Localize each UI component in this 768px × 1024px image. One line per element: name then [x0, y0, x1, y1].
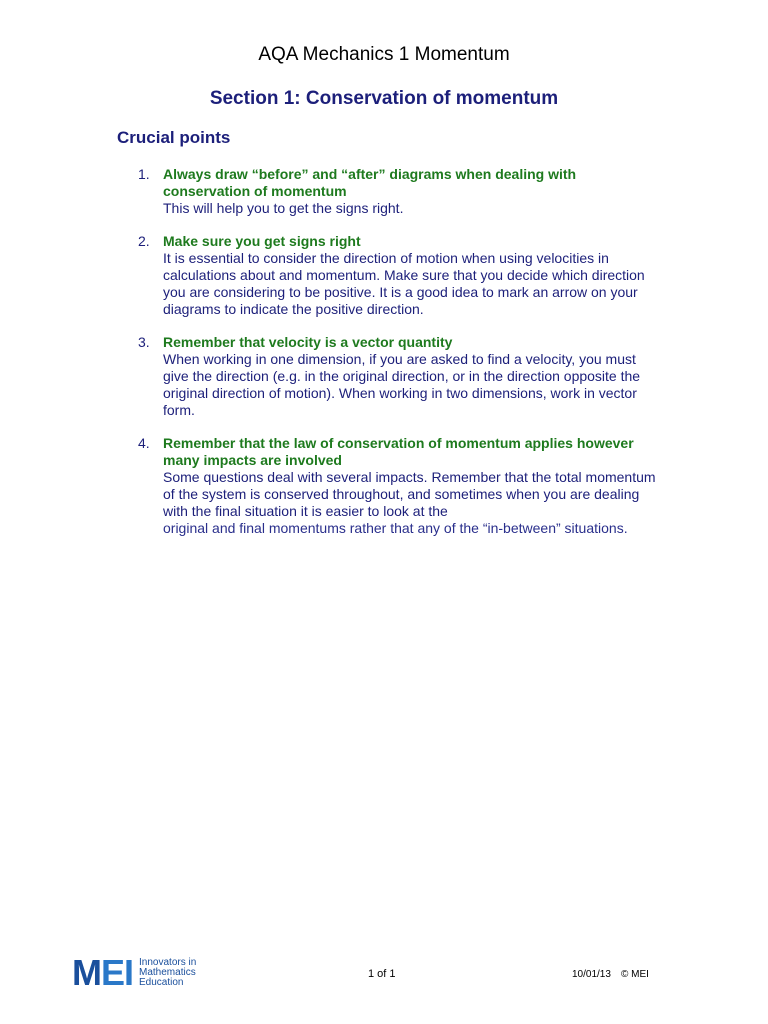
logo-letters-ei: EI [101, 952, 134, 993]
crucial-points-heading: Crucial points [117, 128, 231, 147]
logo-tagline-line1: Innovators in [139, 957, 197, 968]
list-item [138, 166, 658, 217]
mei-logo-mark [72, 952, 134, 993]
point-heading: Make sure you get signs right [163, 233, 361, 249]
footer-copyright: © MEI [621, 969, 649, 980]
point-body: When working in one dimension, if you are asked to find a velocity, you must give the direction (e.g. in the original direction, or in the direction opposite the original direction of motion). When working in two dimensions, work in vector form. [163, 351, 641, 418]
logo-letter-m: M [72, 952, 101, 993]
point-body-continuation: original and final momentums rather that any of the “in-between” situations. [163, 520, 628, 536]
logo-tagline-line2: Mathematics [139, 967, 196, 978]
footer-date: 10/01/13 [572, 969, 611, 980]
mei-logo [72, 952, 197, 993]
point-body: This will help you to get the signs right. [163, 200, 404, 216]
point-heading: Always draw “before” and “after” diagrams when dealing with conservation of momentum [163, 166, 577, 199]
list-item [138, 334, 658, 419]
crucial-points-list [138, 166, 658, 553]
logo-tagline [139, 958, 196, 988]
point-number: 2. [138, 233, 150, 249]
section-heading: Section 1: Conservation of momentum [209, 88, 559, 109]
point-heading: Remember that the law of conservation of momentum applies however many impacts are involved [163, 435, 634, 468]
page-number: 1 of 1 [368, 968, 396, 980]
point-number: 3. [138, 334, 150, 350]
list-item [138, 233, 658, 318]
document-title: AQA Mechanics 1 Momentum [258, 44, 510, 65]
point-number: 1. [138, 166, 150, 182]
list-item [138, 435, 658, 537]
point-body: Some questions deal with several impacts. Remember that the total momentum of the system is conserved throughout, and sometimes when you are dealing with the final situation it is easier to look at the [163, 469, 656, 519]
point-heading: Remember that velocity is a vector quantity [163, 334, 453, 350]
point-body: It is essential to consider the direction of motion when using velocities in calculations about and momentum. Make sure that you decide which direction you are considering to be positive. It is a good idea to mark an arrow on your diagrams to indicate the positive direction. [163, 250, 645, 317]
point-number: 4. [138, 435, 150, 451]
logo-tagline-line3: Education [139, 977, 184, 988]
